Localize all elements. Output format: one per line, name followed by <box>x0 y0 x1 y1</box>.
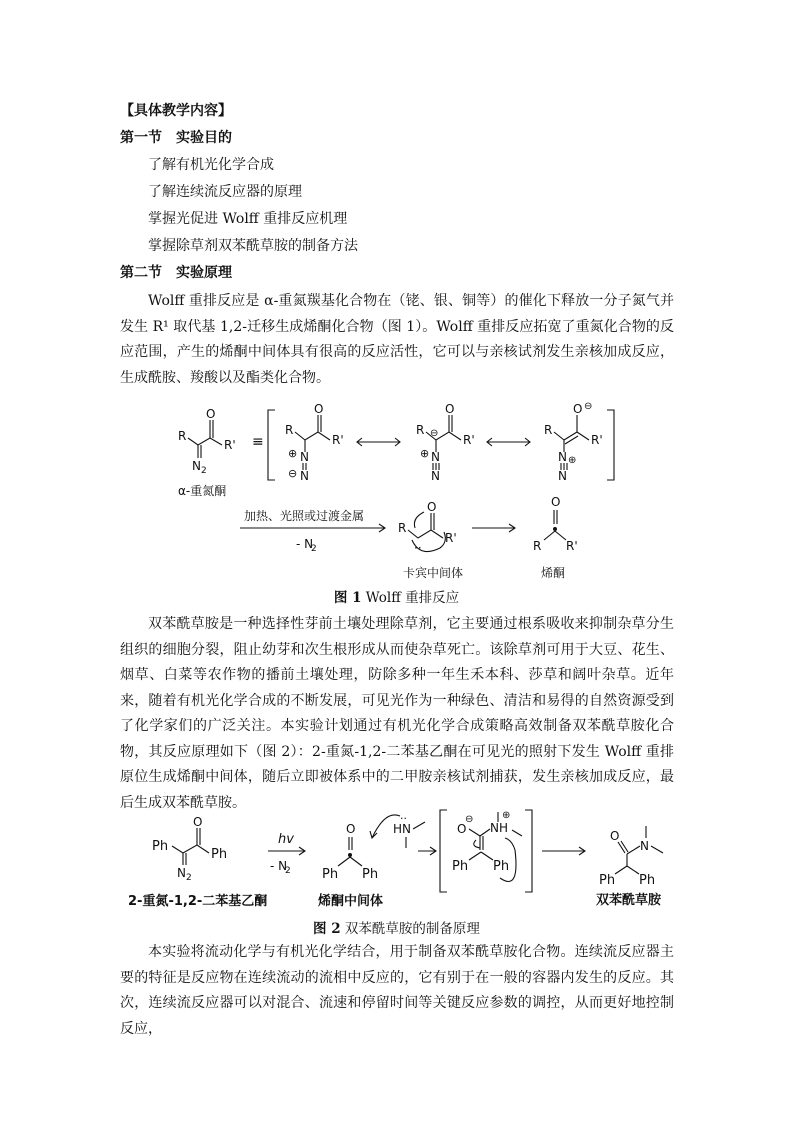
svg-text:N: N <box>192 459 201 473</box>
diphenamid-structure <box>599 826 663 888</box>
svg-text:Ph: Ph <box>152 839 169 854</box>
svg-text:⊖: ⊖ <box>430 428 439 439</box>
svg-text:⊖: ⊖ <box>465 814 474 825</box>
objective-item: 掌握除草剂双苯酰草胺的制备方法 <box>148 238 358 254</box>
resonance-structure-3 <box>544 401 603 483</box>
svg-text:R': R' <box>566 539 578 553</box>
figure2-caption <box>0 920 793 938</box>
svg-text:Ph: Ph <box>211 847 228 862</box>
minus-n2-label: - N <box>296 537 314 551</box>
svg-text:⊖: ⊖ <box>288 467 298 480</box>
objective-item: 掌握光促进 Wolff 重排反应机理 <box>148 211 348 227</box>
dimethylamine-structure <box>370 812 425 848</box>
svg-text:Ph: Ph <box>493 859 510 874</box>
svg-text:Ph: Ph <box>639 873 656 888</box>
start-material-label: 2-重氮-1,2-二苯基乙酮 <box>128 894 268 909</box>
svg-text:Ph: Ph <box>452 859 469 874</box>
svg-text:Ph: Ph <box>322 867 339 882</box>
svg-text:⊖: ⊖ <box>584 401 593 412</box>
product-label: 双苯酰草胺 <box>596 893 662 908</box>
resonance-structure-2 <box>416 402 475 483</box>
svg-text:O: O <box>551 495 561 509</box>
svg-text:N: N <box>558 450 567 464</box>
svg-text:N: N <box>431 469 440 483</box>
ketene-intermediate-label: 烯酮中间体 <box>318 894 384 909</box>
svg-text:HN: HN <box>393 822 411 836</box>
svg-text:⊕: ⊕ <box>568 455 577 466</box>
svg-text:R': R' <box>591 433 603 447</box>
svg-text:≡: ≡ <box>252 434 264 450</box>
svg-text:NH: NH <box>490 821 508 835</box>
zwitterion-intermediate-structure <box>452 810 522 882</box>
svg-text:O: O <box>457 822 467 836</box>
svg-text:⊕: ⊕ <box>288 447 298 460</box>
carbene-label: 卡宾中间体 <box>403 566 464 580</box>
objective-item: 了解连续流反应器的原理 <box>148 184 302 200</box>
svg-text:2: 2 <box>186 873 192 883</box>
ketene-intermediate-structure <box>322 822 378 882</box>
principle-paragraph-2: 双苯酰草胺是一种选择性芽前土壤处理除草剂，它主要通过根系吸收来抑制杂草分生组织的细胞分裂，阻止幼芽和次生根形成从而使杂草死亡。该除草剂可用于大豆、花生、烟草、白菜等农作物的播前土壤处理，防除多种一年生禾本科、莎草和阔叶杂草。近年来，随着有机光化学合成的不断发展，可见光作为一种绿色、清洁和易得的自然资源受到了化学家们的广泛关注。本实验计划通过有机光化学合成策略高效制备双苯酰草胺化合物，其反应原理如下（图 2）：2-重氮-1,2-二苯基乙酮在可见光的照射下发生 Wolff 重排原位生成烯酮中间体，随后立即被体系中的二甲胺亲核试剂捕获，发生亲核加成反应，最后生成双苯酰草胺。 <box>120 616 674 811</box>
section2-title: 第二节 实验原理 <box>120 265 232 281</box>
svg-text:Ph: Ph <box>599 873 616 888</box>
svg-text:N: N <box>640 839 649 853</box>
ketene-label: 烯酮 <box>541 566 566 580</box>
diazo-label: α-重氮酮 <box>178 484 227 498</box>
resonance-structure-1 <box>285 402 344 483</box>
svg-text:⊕: ⊕ <box>420 447 430 460</box>
svg-text:O: O <box>445 402 455 416</box>
svg-text:N: N <box>300 450 309 464</box>
svg-text:R: R <box>178 429 187 443</box>
svg-text:O: O <box>193 815 203 829</box>
svg-text:O: O <box>427 500 437 514</box>
svg-text:R: R <box>416 423 425 437</box>
svg-text:N: N <box>177 866 186 880</box>
figure2-caption-text: 双苯酰草胺的制备原理 <box>340 921 480 937</box>
svg-text:R: R <box>285 423 294 437</box>
svg-text:⊕: ⊕ <box>502 810 511 821</box>
svg-text:O: O <box>314 402 324 416</box>
svg-text:R: R <box>398 521 407 535</box>
ketene-structure <box>533 495 578 553</box>
svg-text:N: N <box>300 469 309 483</box>
hv-label: hv <box>278 832 294 847</box>
diazo-diphenylethanone-structure <box>152 815 227 883</box>
figure1-scheme <box>0 400 793 580</box>
svg-text:R': R' <box>332 433 344 447</box>
svg-text:O: O <box>346 822 356 836</box>
svg-text:O: O <box>573 402 583 416</box>
svg-text:O: O <box>206 407 216 421</box>
principle-paragraph-3: 本实验将流动化学与有机光化学结合，用于制备双苯酰草胺化合物。连续流反应器主要的特征是反应物在连续流动的流相中反应的，它有别于在一般的容器内发生的反应。其次，连续流反应器可以对混合、流速和停留时间等关键反应参数的调控，从而更好地控制反应， <box>120 944 674 1037</box>
svg-text:2: 2 <box>311 544 317 554</box>
conditions-label: 加热、光照或过渡金属 <box>244 509 365 523</box>
objective-item: 了解有机光化学合成 <box>148 157 274 173</box>
svg-text:N: N <box>431 450 440 464</box>
figure2-caption-number: 图 2 <box>313 921 341 937</box>
svg-text:··: ·· <box>400 812 407 825</box>
figure1-caption <box>0 589 793 607</box>
svg-text:R': R' <box>463 433 475 447</box>
svg-text:R': R' <box>224 438 236 452</box>
svg-text:R': R' <box>445 531 457 545</box>
svg-text:··: ·· <box>414 541 422 555</box>
svg-text:2: 2 <box>201 466 207 476</box>
principle-paragraph-1: Wolff 重排反应是 α-重氮羰基化合物在（铑、银、铜等）的催化下释放一分子氮气并发生 R¹ 取代基 1,2-迁移生成烯酮化合物（图 1）。Wolff 重排反应拓宽了重氮化合物的反应范围，产生的烯酮中间体具有很高的反应活性，它可以与亲核试剂发生亲核加成反应，生成酰胺、羧酸以及酯类化合物。 <box>120 293 674 386</box>
svg-text:O: O <box>610 829 620 843</box>
section1-title: 第一节 实验目的 <box>120 130 232 146</box>
figure2-scheme <box>0 800 793 910</box>
figure1-caption-number: 图 1 <box>333 590 362 606</box>
diazo-ketone-structure <box>178 407 236 476</box>
svg-text:Ph: Ph <box>362 867 379 882</box>
section-heading: 【具体教学内容】 <box>120 103 232 119</box>
minus-n2-label: - N <box>270 859 288 873</box>
svg-text:R: R <box>544 423 553 437</box>
carbene-structure <box>398 500 457 555</box>
svg-text:N: N <box>558 469 567 483</box>
svg-text:R: R <box>533 539 542 553</box>
svg-text:2: 2 <box>285 866 291 876</box>
figure1-caption-text: Wolff 重排反应 <box>361 590 460 606</box>
